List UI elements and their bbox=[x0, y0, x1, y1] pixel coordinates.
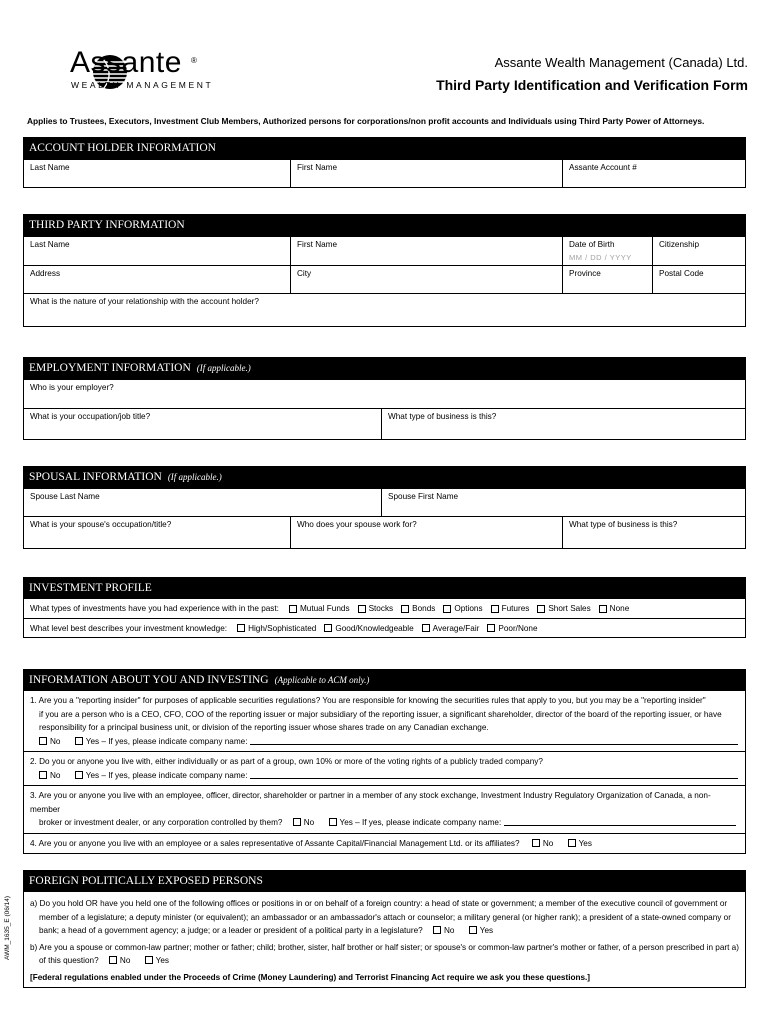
spouse-last-name-field[interactable]: Spouse Last Name bbox=[30, 492, 100, 501]
date-of-birth-field[interactable]: Date of Birth MM / DD / YYYY bbox=[562, 237, 652, 265]
question-3: 3. Are you or anyone you live with an employee, officer, director, shareholder or partner in a member of any stock exchange, Investment Industry Regulatory Organization of Canada, a non-member broker or investment dealer, or any corporation controlled by them? No Yes – If yes, please indicate company name: bbox=[24, 785, 745, 833]
business-type-field[interactable]: What type of business is this? bbox=[381, 409, 745, 439]
q2-company-name-line[interactable] bbox=[250, 778, 738, 779]
relationship-field[interactable]: What is the nature of your relationship with the account holder? bbox=[30, 297, 259, 306]
q2-yes-checkbox[interactable] bbox=[75, 771, 83, 779]
q4-yes-checkbox[interactable] bbox=[568, 839, 576, 847]
address-field[interactable]: Address bbox=[30, 269, 61, 278]
pep-question-a: a) Do you hold OR have you held one of the following offices or positions in or on behalf of a foreign country: a head of state or government; a member of the executive council of government or member of a legislature; a deputy minister (or equivalent); an ambassador or an ambassador's attach or counselor; a military general (or higher rank); a president of a state-owned company or bank; a head of a government agency; a judge; or a leader or president of a political party in a legislature? No Yes b) Are you a spouse or common-law partner; mother or father; child; brother, sister, half brother or half sister; or spouse's or common-law partner's mother or father, of a person prescribed in part a) of this question? No Yes [Federal regulations enabled under the Proceeds of Crime (Money Laundering) and Terrorist Financing Act require we ask you these questions.] bbox=[24, 892, 745, 987]
knowledge-question: What level best describes your investment knowledge: bbox=[30, 623, 228, 633]
foreign-pep-section bbox=[23, 870, 746, 988]
province-field[interactable]: Province bbox=[562, 266, 652, 293]
q1-company-name-line[interactable] bbox=[250, 744, 738, 745]
first-name-field[interactable]: First Name bbox=[290, 160, 562, 187]
section-header: EMPLOYMENT INFORMATION (If applicable.) bbox=[23, 357, 746, 379]
pep-b-yes-checkbox[interactable] bbox=[145, 956, 153, 964]
q3-yes-checkbox[interactable] bbox=[329, 818, 337, 826]
section-header: INFORMATION ABOUT YOU AND INVESTING (Applicable to ACM only.) bbox=[23, 669, 746, 691]
form-title: Third Party Identification and Verification Form bbox=[436, 77, 748, 93]
spousal-section bbox=[23, 466, 746, 549]
logo-subtitle: WEALTH MANAGEMENT bbox=[71, 80, 214, 90]
third-party-section bbox=[23, 214, 746, 327]
form-code: AWM_1635_E (06/14) bbox=[4, 895, 11, 960]
employment-section bbox=[23, 357, 746, 440]
options-checkbox[interactable] bbox=[443, 605, 451, 613]
spouse-occupation-field[interactable]: What is your spouse's occupation/title? bbox=[30, 520, 172, 529]
employer-field[interactable]: Who is your employer? bbox=[30, 383, 114, 392]
section-header: ACCOUNT HOLDER INFORMATION bbox=[23, 137, 746, 159]
bonds-checkbox[interactable] bbox=[401, 605, 409, 613]
q4-no-checkbox[interactable] bbox=[532, 839, 540, 847]
investment-knowledge-row: What level best describes your investment knowledge: High/Sophisticated Good/Knowledgeable Average/Fair Poor/None bbox=[24, 618, 745, 637]
experience-question: What types of investments have you had experience with in the past: bbox=[30, 604, 279, 613]
futures-checkbox[interactable] bbox=[491, 605, 499, 613]
section-header: FOREIGN POLITICALLY EXPOSED PERSONS bbox=[23, 870, 746, 892]
investment-experience-row: What types of investments have you had experience with in the past: Mutual Funds Stocks Bonds Options Futures Short Sales None bbox=[30, 604, 630, 613]
good-knowledgeable-checkbox[interactable] bbox=[324, 624, 332, 632]
pep-b-no-checkbox[interactable] bbox=[109, 956, 117, 964]
company-name: Assante Wealth Management (Canada) Ltd. bbox=[494, 55, 748, 70]
logo-wordmark: Assante bbox=[70, 46, 182, 79]
pep-a-no-checkbox[interactable] bbox=[433, 926, 441, 934]
poor-none-checkbox[interactable] bbox=[487, 624, 495, 632]
average-fair-checkbox[interactable] bbox=[422, 624, 430, 632]
spouse-employer-field[interactable]: Who does your spouse work for? bbox=[290, 517, 562, 548]
regulation-note: [Federal regulations enabled under the Proceeds of Crime (Money Laundering) and Terrorist Financing Act require we ask you these questions.] bbox=[30, 972, 591, 982]
section-header: SPOUSAL INFORMATION (If applicable.) bbox=[23, 466, 746, 488]
q2-no-checkbox[interactable] bbox=[39, 771, 47, 779]
account-holder-section bbox=[23, 137, 746, 188]
q1-no-checkbox[interactable] bbox=[39, 737, 47, 745]
citizenship-field[interactable]: Citizenship bbox=[652, 237, 745, 265]
section-header: THIRD PARTY INFORMATION bbox=[23, 214, 746, 236]
q1-yes-checkbox[interactable] bbox=[75, 737, 83, 745]
account-number-field[interactable]: Assante Account # bbox=[562, 160, 745, 187]
tp-last-name-field[interactable]: Last Name bbox=[30, 240, 70, 249]
question-2: 2. Do you or anyone you live with, either individually or as part of a group, own 10% or more of the voting rights of a publicly traded company? No Yes – If yes, please indicate company name: bbox=[24, 751, 745, 785]
investing-info-section bbox=[23, 669, 746, 854]
short-sales-checkbox[interactable] bbox=[537, 605, 545, 613]
spouse-first-name-field[interactable]: Spouse First Name bbox=[381, 489, 745, 516]
pep-a-yes-checkbox[interactable] bbox=[469, 926, 477, 934]
dob-format-hint: MM / DD / YYYY bbox=[569, 253, 632, 262]
high-sophisticated-checkbox[interactable] bbox=[237, 624, 245, 632]
q3-company-name-line[interactable] bbox=[504, 825, 736, 826]
none-checkbox[interactable] bbox=[599, 605, 607, 613]
q3-no-checkbox[interactable] bbox=[293, 818, 301, 826]
spouse-business-field[interactable]: What type of business is this? bbox=[562, 517, 745, 548]
stocks-checkbox[interactable] bbox=[358, 605, 366, 613]
postal-code-field[interactable]: Postal Code bbox=[652, 266, 745, 293]
section-header: INVESTMENT PROFILE bbox=[23, 577, 746, 599]
investment-profile-section bbox=[23, 577, 746, 638]
question-4: 4. Are you or anyone you live with an employee or a sales representative of Assante Capital/Financial Management Ltd. or its affiliates? No Yes bbox=[24, 833, 745, 854]
registered-mark: ® bbox=[191, 56, 197, 65]
occupation-field[interactable]: What is your occupation/job title? bbox=[30, 412, 151, 421]
city-field[interactable]: City bbox=[290, 266, 562, 293]
mutual-funds-checkbox[interactable] bbox=[289, 605, 297, 613]
question-1: 1. Are you a "reporting insider" for purposes of applicable securities regulations? You are responsible for knowing the securities rules that apply to you, but you may be a "reporting insider" if you are a person who is a CEO, CFO, COO of the reporting issuer or major subsidiary of the reporting issuer, a significant shareholder, director of the board of the reporting issuer, or have responsibility for a principal business unit, or division of the reporting issuer whose shares trade on any Canadian exchange. No Yes – If yes, please indicate company name: bbox=[24, 691, 745, 751]
tp-first-name-field[interactable]: First Name bbox=[290, 237, 562, 265]
applies-to-note: Applies to Trustees, Executors, Investment Club Members, Authorized persons for corporations/non profit accounts and Individuals using Third Party Power of Attorneys. bbox=[27, 116, 705, 126]
last-name-field[interactable]: Last Name bbox=[30, 163, 70, 172]
